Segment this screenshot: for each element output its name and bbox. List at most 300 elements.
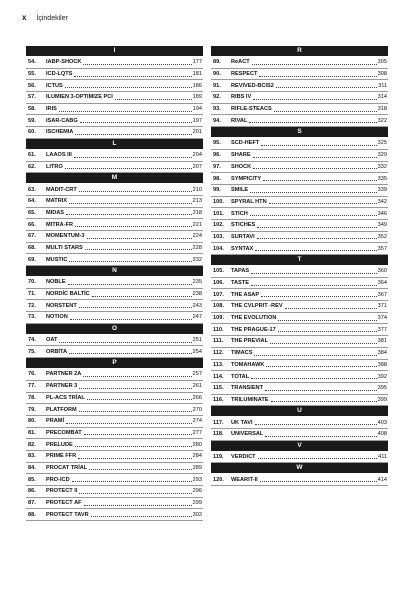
entry-title: LITRO — [46, 163, 63, 170]
entry-page-number: 197 — [192, 117, 202, 124]
toc-entry[interactable] — [26, 69, 203, 81]
entry-title: SCD-HEFT — [231, 140, 260, 147]
entry-title: SPYRAL HTN — [231, 198, 267, 205]
entry-number: 77. — [28, 383, 36, 390]
section-header-n: N — [26, 266, 203, 276]
entry-title: TASTE — [231, 280, 249, 287]
dot-leader — [269, 202, 377, 204]
entry-title: OAT — [46, 337, 58, 344]
dot-leader — [259, 75, 376, 77]
entry-page-number: 235 — [192, 279, 202, 286]
entry-number: 74. — [28, 337, 36, 344]
entry-page-number: 332 — [377, 163, 387, 170]
toc-entry[interactable] — [26, 196, 203, 208]
dot-leader — [274, 110, 377, 112]
toc-entry[interactable] — [26, 509, 203, 521]
entry-number: 86. — [28, 488, 36, 495]
entry-number: 87. — [28, 500, 36, 507]
entry-number: 109. — [213, 315, 224, 322]
toc-entry[interactable] — [26, 92, 203, 104]
entry-page-number: 339 — [377, 187, 387, 194]
entry-title: MATRIX — [46, 198, 68, 205]
dot-leader — [252, 63, 377, 65]
toc-entry[interactable] — [211, 185, 388, 197]
entry-number: 69. — [28, 256, 36, 263]
toc-entry[interactable] — [211, 232, 388, 244]
entry-page-number: 374 — [377, 315, 387, 322]
dot-leader — [74, 156, 192, 158]
entry-title: MOMENTUM-3 — [46, 233, 85, 240]
entry-number: 104. — [213, 245, 224, 252]
toc-entry[interactable] — [211, 57, 388, 69]
dot-leader — [69, 260, 191, 262]
dot-leader — [250, 191, 377, 193]
dot-leader — [79, 410, 192, 412]
toc-entry[interactable] — [26, 231, 203, 243]
entry-page-number: 186 — [192, 82, 202, 89]
entry-number: 92. — [213, 94, 221, 101]
entry-title: STICHES — [231, 222, 256, 229]
entry-title: PRO-ICD — [46, 476, 70, 483]
entry-title: TOMAHAWK — [231, 361, 265, 368]
dot-leader — [89, 468, 191, 470]
dot-leader — [255, 249, 376, 251]
entry-title: VERDICT — [231, 453, 256, 460]
entry-title: SHOCK — [231, 163, 252, 170]
toc-entry[interactable] — [211, 278, 388, 290]
dot-leader — [254, 354, 376, 356]
entry-title: ReACT — [231, 59, 250, 66]
toc-entry[interactable] — [26, 393, 203, 405]
entry-page-number: 254 — [192, 348, 202, 355]
toc-entry[interactable] — [211, 150, 388, 162]
entry-title: IABP-SHOCK — [46, 59, 82, 66]
toc-entry[interactable] — [26, 80, 203, 92]
entry-page-number: 308 — [377, 71, 387, 78]
dot-leader — [266, 365, 376, 367]
toc-entry[interactable] — [26, 127, 203, 139]
entry-page-number: 213 — [192, 198, 202, 205]
dot-leader — [79, 190, 192, 192]
dot-leader — [83, 375, 191, 377]
entry-title: ORBİTA — [46, 348, 68, 355]
dot-leader — [66, 213, 192, 215]
entry-title: MADIT-CRT — [46, 186, 77, 193]
entry-page-number: 408 — [377, 431, 387, 438]
entry-page-number: 367 — [377, 291, 387, 298]
toc-entry[interactable] — [26, 439, 203, 451]
entry-title: SYNTAX — [231, 245, 254, 252]
dot-leader — [79, 492, 191, 494]
entry-page-number: 364 — [377, 280, 387, 287]
section-header-s: S — [211, 127, 388, 137]
dot-leader — [253, 98, 376, 100]
entry-title: REVIVED-BCIS2 — [231, 82, 274, 89]
entry-page-number: 210 — [192, 186, 202, 193]
entry-page-number: 232 — [192, 256, 202, 263]
dot-leader — [87, 237, 192, 239]
entry-title: THE EVOLUTION — [231, 315, 277, 322]
entry-title: RIFLE-STEACS — [231, 106, 272, 113]
toc-entry[interactable] — [211, 452, 388, 464]
toc-entry[interactable] — [26, 404, 203, 416]
toc-entry[interactable] — [211, 220, 388, 232]
entry-page-number: 251 — [192, 337, 202, 344]
entry-title: SYMPICITY — [231, 175, 262, 182]
dot-leader — [115, 98, 192, 100]
toc-entry[interactable] — [211, 104, 388, 116]
toc-entry[interactable] — [26, 312, 203, 324]
entry-page-number: 257 — [192, 371, 202, 378]
entry-title: UK TAVI — [231, 419, 253, 426]
dot-leader — [65, 86, 192, 88]
entry-title: PL-ACS TRİAL — [46, 394, 85, 401]
entry-page-number: 329 — [377, 152, 387, 159]
entry-title: STICH — [231, 210, 248, 217]
entry-title: SMILE — [231, 187, 249, 194]
toc-entry[interactable] — [211, 371, 388, 383]
toc-entry[interactable] — [26, 428, 203, 440]
dot-leader — [257, 237, 377, 239]
entry-page-number: 395 — [377, 385, 387, 392]
toc-entry[interactable] — [211, 348, 388, 360]
entry-number: 103. — [213, 233, 224, 240]
entry-title: ICTUS — [46, 82, 63, 89]
entry-number: 91. — [213, 82, 221, 89]
dot-leader — [251, 377, 377, 379]
dot-leader — [84, 433, 192, 435]
entry-title: ISCHEMIA — [46, 129, 74, 136]
toc-entry[interactable] — [26, 57, 203, 69]
section-header-i: I — [26, 46, 203, 56]
entry-title: THE ASAP — [231, 291, 260, 298]
entry-number: 85. — [28, 476, 36, 483]
toc-entry[interactable] — [26, 219, 203, 231]
entry-title: IRIS — [46, 106, 57, 113]
entry-page-number: 293 — [192, 476, 202, 483]
section-header-m: M — [26, 173, 203, 183]
entry-number: 67. — [28, 233, 36, 240]
dot-leader — [87, 398, 192, 400]
toc-entry[interactable] — [211, 208, 388, 220]
toc-entry[interactable] — [211, 289, 388, 301]
entry-number: 63. — [28, 186, 36, 193]
entry-title: ISAR-CABG — [46, 117, 78, 124]
page-title: İçindekiler — [36, 15, 68, 22]
toc-entry[interactable] — [211, 324, 388, 336]
entry-number: 56. — [28, 82, 36, 89]
entry-number: 68. — [28, 244, 36, 251]
dot-leader — [255, 423, 377, 425]
entry-number: 120. — [213, 476, 224, 483]
toc-entry[interactable] — [26, 498, 203, 510]
toc-entry[interactable] — [26, 335, 203, 347]
dot-leader — [66, 422, 192, 424]
dot-leader — [92, 295, 192, 297]
section-header-u: U — [211, 406, 388, 416]
entry-title: PRELUDE — [46, 441, 73, 448]
dot-leader — [59, 341, 191, 343]
entry-page-number: 346 — [377, 210, 387, 217]
toc-entry[interactable] — [211, 197, 388, 209]
toc-entry[interactable] — [211, 336, 388, 348]
entry-page-number: 181 — [192, 71, 202, 78]
toc-entry[interactable] — [211, 69, 388, 81]
toc-entry[interactable] — [211, 313, 388, 325]
dot-leader — [59, 110, 192, 112]
entry-number: 83. — [28, 453, 36, 460]
dot-leader — [278, 319, 376, 321]
entry-number: 90. — [213, 71, 221, 78]
toc-entry[interactable] — [26, 162, 203, 174]
entry-page-number: 201 — [192, 129, 202, 136]
dot-leader — [249, 121, 376, 123]
entry-page-number: 388 — [377, 361, 387, 368]
entry-title: NOBLE — [46, 279, 66, 286]
entry-page-number: 414 — [377, 476, 387, 483]
entry-number: 75. — [28, 348, 36, 355]
dot-leader — [91, 515, 192, 517]
toc-entry[interactable] — [211, 429, 388, 441]
dot-leader — [85, 248, 192, 250]
entry-number: 70. — [28, 279, 36, 286]
toc-entry[interactable] — [211, 301, 388, 313]
entry-page-number: 352 — [377, 233, 387, 240]
entry-number: 96. — [213, 152, 221, 159]
entry-page-number: 243 — [192, 302, 202, 309]
dot-leader — [65, 167, 192, 169]
entry-title: ILUMIEN 3-OPTIMIZE PCI — [46, 94, 113, 101]
entry-number: 95. — [213, 140, 221, 147]
entry-page-number: 177 — [192, 59, 202, 66]
dot-leader — [261, 295, 377, 297]
entry-number: 98. — [213, 175, 221, 182]
entry-title: NORDİC BALTİC — [46, 291, 90, 298]
entry-number: 99. — [213, 187, 221, 194]
dot-leader — [285, 307, 377, 309]
dot-leader — [74, 75, 191, 77]
entry-title: PROTECT TAVR — [46, 511, 89, 518]
dot-leader — [70, 318, 192, 320]
entry-page-number: 322 — [377, 117, 387, 124]
entry-number: 72. — [28, 302, 36, 309]
entry-title: MITRA-FR — [46, 221, 74, 228]
entry-page-number: 403 — [377, 419, 387, 426]
dot-leader — [80, 121, 192, 123]
entry-page-number: 221 — [192, 221, 202, 228]
toc-entry[interactable] — [211, 92, 388, 104]
entry-title: TRILUMINATE — [231, 396, 269, 403]
toc-entry[interactable] — [26, 474, 203, 486]
dot-leader — [68, 283, 192, 285]
entry-page-number: 299 — [192, 500, 202, 507]
toc-entry[interactable] — [211, 360, 388, 372]
toc-entry[interactable] — [211, 383, 388, 395]
entry-title: MULTI STARS — [46, 244, 83, 251]
entry-title: PARTNER 2A — [46, 371, 82, 378]
entry-number: 64. — [28, 198, 36, 205]
toc-entry[interactable] — [26, 451, 203, 463]
toc-entry[interactable] — [26, 184, 203, 196]
entry-title: PROCAT TRİAL — [46, 464, 88, 471]
dot-leader — [83, 63, 191, 65]
toc-entry[interactable] — [26, 277, 203, 289]
entry-title: THE PREVIAL — [231, 338, 268, 345]
entry-page-number: 228 — [192, 244, 202, 251]
toc-entry[interactable] — [26, 150, 203, 162]
entry-number: 84. — [28, 464, 36, 471]
entry-title: TRANSIENT — [231, 385, 264, 392]
section-header-v: V — [211, 441, 388, 451]
entry-title: SHARE — [231, 152, 251, 159]
entry-title: THE CVLPRIT -REV — [231, 303, 283, 310]
entry-page-number: 311 — [378, 82, 387, 89]
entry-number: 61. — [28, 152, 36, 159]
entry-number: 80. — [28, 418, 36, 425]
entry-number: 105. — [213, 268, 224, 275]
dot-leader — [276, 86, 377, 88]
entry-page-number: 274 — [192, 418, 202, 425]
entry-page-number: 204 — [192, 152, 202, 159]
entry-page-number: 270 — [192, 406, 202, 413]
section-header-t: T — [211, 255, 388, 265]
entry-page-number: 349 — [377, 222, 387, 229]
entry-number: 76. — [28, 371, 36, 378]
dot-leader — [75, 225, 192, 227]
dot-leader — [251, 284, 377, 286]
entry-page-number: 238 — [192, 291, 202, 298]
toc-entry[interactable] — [26, 300, 203, 312]
entry-page-number: 224 — [192, 233, 202, 240]
entry-number: 107. — [213, 291, 224, 298]
toc-entry[interactable] — [211, 138, 388, 150]
entry-number: 100. — [213, 198, 224, 205]
entry-number: 113. — [213, 361, 224, 368]
entry-title: NORSTENT — [46, 302, 77, 309]
section-header-p: P — [26, 358, 203, 368]
toc-entry[interactable] — [211, 474, 388, 486]
toc-entry[interactable] — [211, 115, 388, 127]
entry-number: 58. — [28, 106, 36, 113]
entry-title: RIBS IV — [231, 94, 252, 101]
dot-leader — [79, 387, 191, 389]
toc-entry[interactable] — [26, 369, 203, 381]
dot-leader — [271, 400, 377, 402]
dot-leader — [261, 144, 376, 146]
toc-entry[interactable] — [26, 346, 203, 358]
toc-entry[interactable] — [26, 254, 203, 266]
entry-number: 119. — [213, 453, 224, 460]
entry-page-number: 335 — [377, 175, 387, 182]
entry-page-number: 318 — [377, 106, 387, 113]
dot-leader — [265, 389, 377, 391]
entry-number: 116. — [213, 396, 224, 403]
entry-title: ICD-LQTS — [46, 71, 73, 78]
entry-page-number: 357 — [377, 245, 387, 252]
entry-number: 102. — [213, 222, 224, 229]
entry-page-number: 325 — [377, 140, 387, 147]
dot-leader — [253, 167, 376, 169]
entry-page-number: 305 — [377, 59, 387, 66]
entry-title: PARTNER 3 — [46, 383, 78, 390]
dot-leader — [69, 352, 192, 354]
dot-leader — [265, 435, 376, 437]
entry-page-number: 342 — [377, 198, 387, 205]
toc-entry[interactable] — [211, 173, 388, 185]
entry-number: 114. — [213, 373, 224, 380]
toc-entry[interactable] — [26, 243, 203, 255]
entry-number: 79. — [28, 406, 36, 413]
entry-page-number: 277 — [192, 429, 202, 436]
section-header-o: O — [26, 324, 203, 334]
entry-number: 55. — [28, 71, 36, 78]
entry-title: UNIVERSAL — [231, 431, 264, 438]
toc-entry[interactable] — [26, 289, 203, 301]
dot-leader — [257, 226, 376, 228]
entry-title: NOTION — [46, 314, 68, 321]
entry-title: RIVAL — [231, 117, 248, 124]
dot-leader — [69, 202, 192, 204]
toc-entry[interactable] — [26, 486, 203, 498]
entry-title: TAPAS — [231, 268, 250, 275]
toc-entry[interactable] — [211, 162, 388, 174]
entry-number: 82. — [28, 441, 36, 448]
entry-page-number: 384 — [377, 350, 387, 357]
entry-number: 115. — [213, 385, 224, 392]
entry-page-number: 399 — [377, 396, 387, 403]
entry-page-number: 189 — [192, 94, 202, 101]
toc-entry[interactable] — [26, 208, 203, 220]
dot-leader — [78, 457, 192, 459]
entry-number: 65. — [28, 209, 36, 216]
entry-number: 60. — [28, 129, 36, 136]
toc-entry[interactable] — [26, 115, 203, 127]
entry-title: PROTECT AF — [46, 500, 82, 507]
toc-entry[interactable] — [26, 416, 203, 428]
dot-leader — [84, 504, 192, 506]
toc-entry[interactable] — [26, 104, 203, 116]
toc-entry[interactable] — [211, 80, 388, 92]
page-header — [22, 13, 68, 22]
entry-title: PRIME FFR — [46, 453, 77, 460]
entry-title: THE PRAGUE-17 — [231, 326, 276, 333]
entry-number: 54. — [28, 59, 36, 66]
entry-page-number: 392 — [377, 373, 387, 380]
toc-entry[interactable] — [26, 463, 203, 475]
dot-leader — [251, 272, 377, 274]
toc-entry[interactable] — [211, 395, 388, 407]
toc-entry[interactable] — [26, 381, 203, 393]
dot-leader — [260, 480, 377, 482]
entry-title: RESPECT — [231, 71, 258, 78]
entry-number: 78. — [28, 394, 36, 401]
dot-leader — [72, 480, 192, 482]
entry-title: LAAOS III — [46, 152, 72, 159]
entry-page-number: 360 — [377, 268, 387, 275]
toc-entry[interactable] — [211, 417, 388, 429]
entry-page-number: 381 — [377, 338, 387, 345]
dot-leader — [278, 330, 377, 332]
entry-page-number: 218 — [192, 209, 202, 216]
dot-leader — [270, 342, 377, 344]
toc-entry[interactable] — [211, 266, 388, 278]
section-header-l: L — [26, 139, 203, 149]
toc-entry[interactable] — [211, 243, 388, 255]
entry-number: 101. — [213, 210, 224, 217]
entry-page-number: 377 — [377, 326, 387, 333]
entry-number: 71. — [28, 291, 36, 298]
entry-title: PRAMİ — [46, 418, 65, 425]
